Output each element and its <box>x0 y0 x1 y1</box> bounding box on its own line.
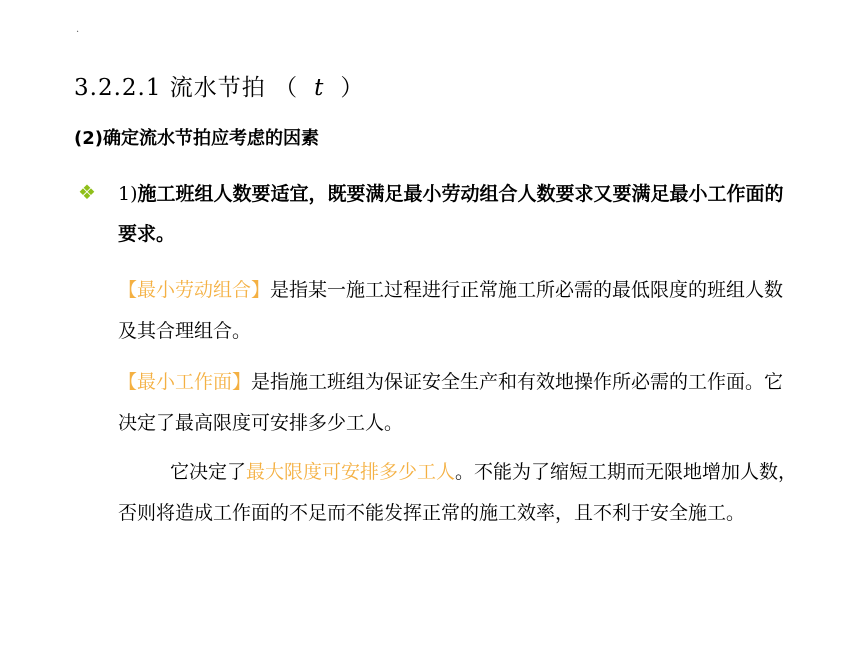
section-number: 3.2.2.1 <box>74 75 162 101</box>
subheading: (2)确定流水节拍应考虑的因素 <box>74 128 319 149</box>
highlight-term: 【最小工作面】 <box>118 371 252 393</box>
definition-min-workface <box>118 362 798 444</box>
highlight-term: 【最小劳动组合】 <box>118 279 271 301</box>
corner-dot-mark: · <box>76 27 80 38</box>
paragraph-text: 。不能为了缩短工期而无限地增加人数，否则将造成工作面的不足而不能发挥正常的施工效率，且不利于安全施工。 <box>118 461 798 524</box>
bullet-text <box>118 174 798 254</box>
paragraph-text: 是指某一施工过程进行正常施工所必需的最低限度的班组人数及其合理组合。 <box>118 279 784 342</box>
section-title: 流水节拍 <box>169 75 266 101</box>
open-paren: （ <box>274 75 299 101</box>
explanation-paragraph <box>118 452 798 534</box>
definition-min-labor-group <box>118 270 798 352</box>
paragraph-text: 是指施工班组为保证安全生产和有效地操作所必需的工作面。它决定了最高限度可安排多少工人。 <box>118 371 784 434</box>
paragraph-lead: 它决定了 <box>170 461 247 483</box>
close-paren: ） <box>340 75 365 101</box>
bullet-content: 施工班组人数要适宜，既要满足最小劳动组合人数要求又要满足最小工作面的要求。 <box>118 183 784 245</box>
bullet-number: 1) <box>118 183 138 205</box>
diamond-bullet-icon: ❖ <box>78 180 96 204</box>
symbol-t: t <box>314 75 325 101</box>
highlight-term: 最大限度可安排多少工人 <box>246 461 456 483</box>
section-heading <box>74 70 364 106</box>
